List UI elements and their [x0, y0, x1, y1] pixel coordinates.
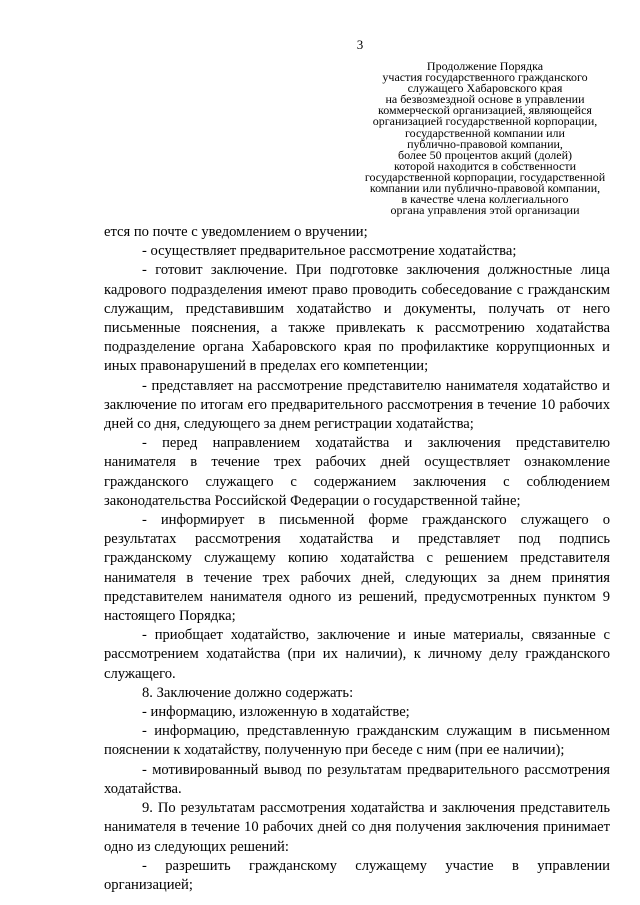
- paragraph: - информацию, представленную гражданским служащим в письменном пояснении к ходатайству, полученную при беседе с ним (при ее наличии);: [104, 723, 610, 759]
- paragraph: - информирует в письменной форме гражданского служащего о результатах рассмотрения ходатайства и представляет под подпись гражданскому служащему копию ходатайства с решением представителя нанимателя в течение трех рабочих дней, следующих за днем принятия представителем нанимателя одного из решений, предусмотренных пунктом 9 настоящего Порядка;: [104, 512, 610, 625]
- header-line: которой находится в собственности: [393, 158, 576, 173]
- document-body: [104, 223, 610, 895]
- header-line: участия государственного гражданского: [382, 70, 588, 85]
- paragraph: 8. Заключение должно содержать:: [142, 684, 354, 701]
- header-line: органа управления этой организации: [390, 203, 580, 218]
- paragraph: - представляет на рассмотрение представителю нанимателя ходатайство и заключение по итогам его предварительного рассмотрения в течение 10 рабочих дней со дня, следующего за днем регистрации ходатайства;: [104, 377, 610, 433]
- header-line: более 50 процентов акций (долей): [397, 147, 573, 162]
- document-header: [360, 61, 610, 216]
- paragraph: - готовит заключение. При подготовке заключения должностные лица кадрового подразделения имеют право проводить собеседование с гражданским служащим, представившим ходатайство и документы, получать от него письменные пояснения, а также привлекать к рассмотрению ходатайства подразделение органа Хабаровского края по профилактике коррупционных и иных правонарушений в пределах его компетенции;: [104, 262, 610, 375]
- header-line: организацией государственной корпорации,: [372, 114, 598, 129]
- header-line: на безвозмездной основе в управлении: [385, 92, 585, 107]
- paragraph: - осуществляет предварительное рассмотрение ходатайства;: [142, 243, 517, 260]
- paragraph: - разрешить гражданскому служащему участие в управлении организацией;: [104, 857, 610, 893]
- page-number: 3: [356, 37, 364, 52]
- paragraph: - приобщает ходатайство, заключение и иные материалы, связанные с рассмотрением ходатайства (при их наличии), к личному делу гражданского служащего.: [104, 627, 610, 682]
- header-line: публично-правовой компании,: [407, 136, 563, 151]
- paragraph: ется по почте с уведомлением о вручении;: [104, 224, 368, 240]
- paragraph: - перед направлением ходатайства и заключения представителю нанимателя в течение трех рабочих дней осуществляет ознакомление гражданского служащего с содержанием заключения с соблюдением законодательства Российской Федерации о государственной тайне;: [104, 435, 610, 509]
- header-line: Продолжение Порядка: [426, 59, 544, 73]
- header-line: компании или публично-правовой компании,: [369, 181, 601, 196]
- header-line: коммерческой организацией, являющейся: [378, 103, 592, 118]
- header-line: государственной корпорации, государственной: [364, 169, 606, 184]
- paragraph: - информацию, изложенную в ходатайстве;: [142, 704, 410, 721]
- header-line: государственной компании или: [405, 125, 565, 140]
- paragraph: - мотивированный вывод по результатам предварительного рассмотрения ходатайства.: [104, 761, 610, 797]
- header-line: в качестве члена коллегиального: [401, 192, 569, 207]
- paragraph: 9. По результатам рассмотрения ходатайства и заключения представитель нанимателя в течение 10 рабочих дней со дня получения заключения принимает одно из следующих решений:: [104, 800, 610, 855]
- header-line: служащего Хабаровского края: [407, 81, 563, 96]
